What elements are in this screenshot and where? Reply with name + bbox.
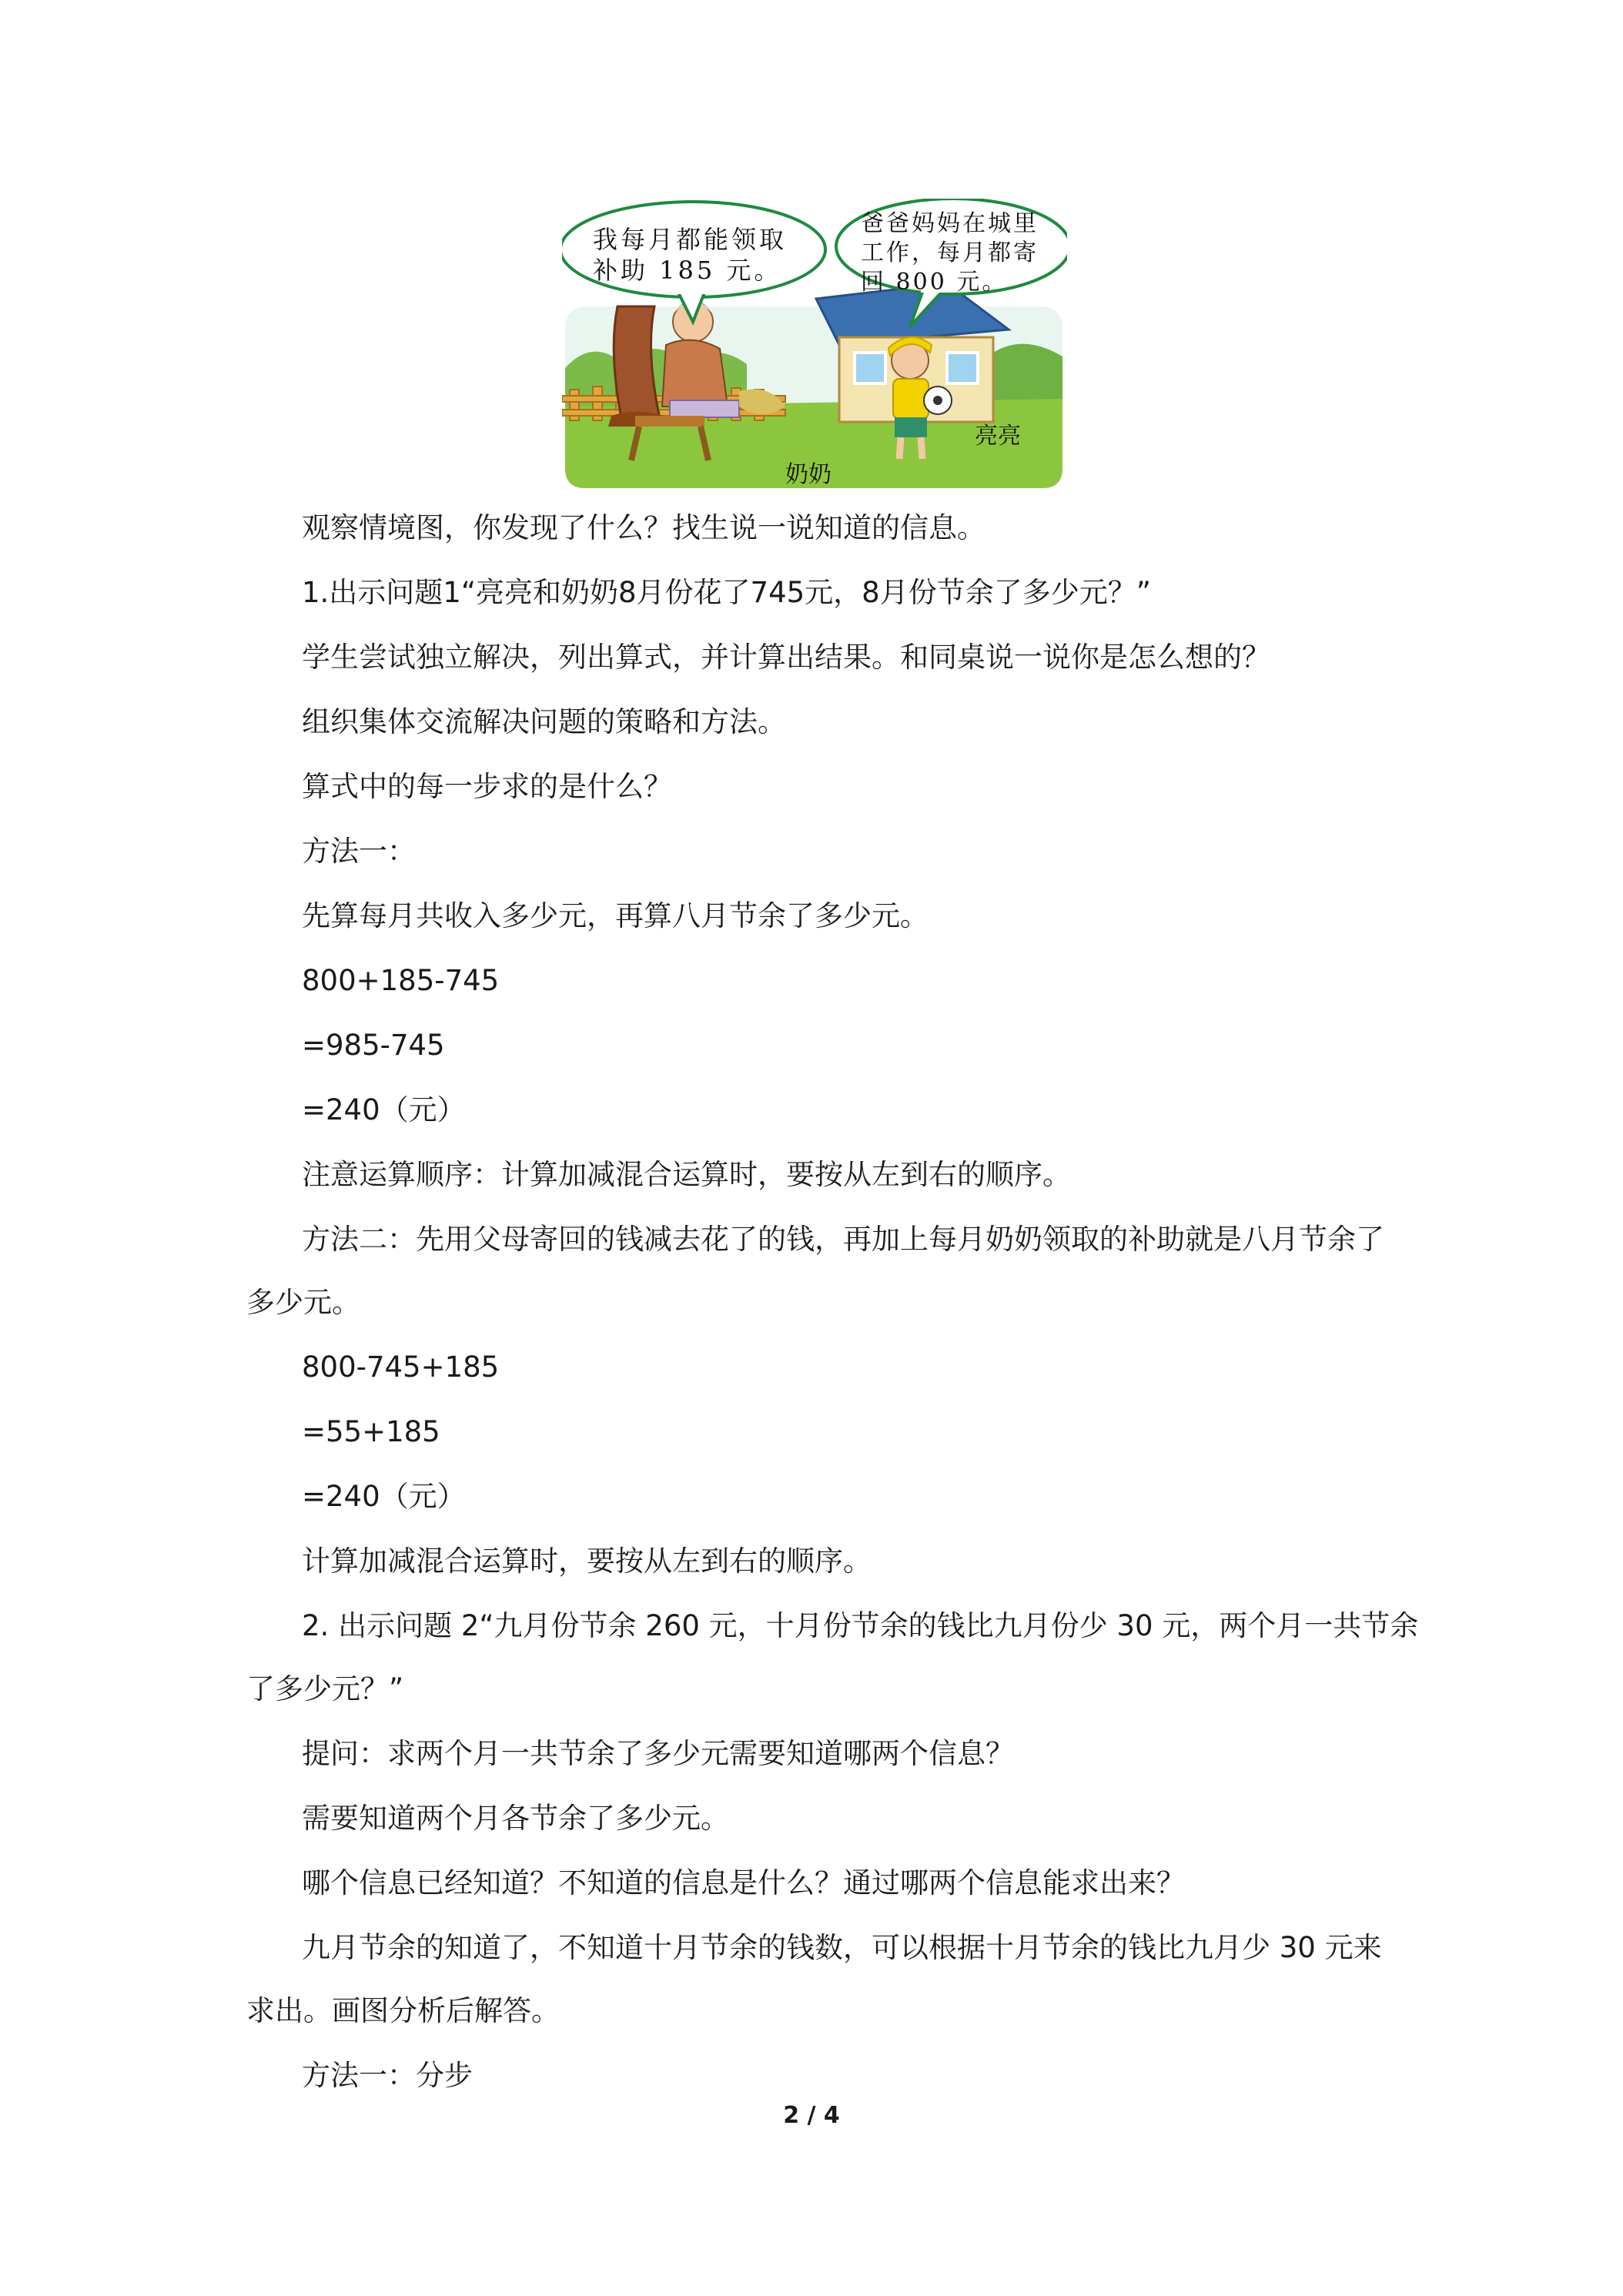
equation-line: =985-745 xyxy=(302,1029,445,1062)
grandma-speech-line-1: 我每月都能领取 xyxy=(593,225,788,254)
text-line: 九月节余的知道了，不知道十月节余的钱数，可以根据十月节余的钱比九月少 30 元来 xyxy=(302,1931,1382,1964)
equation-line: =55+185 xyxy=(302,1415,440,1448)
text-line: 提问：求两个月一共节余了多少元需要知道哪两个信息？ xyxy=(302,1737,1014,1770)
text-line: 计算加减混合运算时，要按从左到右的顺序。 xyxy=(302,1545,872,1578)
text-line: 学生尝试独立解决，列出算式，并计算出结果。和同桌说一说你是怎么想的？ xyxy=(302,641,1270,674)
grandma-speech-line-2: 补助 185 元。 xyxy=(593,256,782,285)
text-line: 哪个信息已经知道？不知道的信息是什么？通过哪两个信息能求出来？ xyxy=(302,1866,1185,1899)
scene-illustration xyxy=(562,199,1067,491)
text-line: 观察情境图，你发现了什么？找生说一说知道的信息。 xyxy=(302,511,986,544)
text-line: 方法二：先用父母寄回的钱减去花了的钱，再加上每月奶奶领取的补助就是八月节余了 xyxy=(302,1223,1384,1256)
equation-line: =240（元） xyxy=(302,1480,466,1513)
boy-speech-line-2: 工作，每月都寄 xyxy=(861,239,1039,266)
text-line: 了多少元？” xyxy=(246,1672,404,1705)
boy-speech-line-3: 回 800 元。 xyxy=(861,269,1008,296)
page-number: 2 / 4 xyxy=(783,2102,840,2129)
text-line: 1.出示问题1“亮亮和奶奶8月份花了745元，8月份节余了多少元？” xyxy=(302,576,1151,609)
text-line: 求出。画图分析后解答。 xyxy=(246,1994,560,2027)
equation-line: 800+185-745 xyxy=(302,964,500,997)
text-line: 方法一： xyxy=(302,835,416,868)
equation-line: 800-745+185 xyxy=(302,1350,500,1384)
boy-speech-line-1: 爸爸妈妈在城里 xyxy=(861,210,1039,237)
text-line: 先算每月共收入多少元，再算八月节余了多少元。 xyxy=(302,899,929,932)
label-grandma: 奶奶 xyxy=(785,461,832,488)
text-line: 组织集体交流解决问题的策略和方法。 xyxy=(302,705,786,738)
text-line: 注意运算顺序：计算加减混合运算时，要按从左到右的顺序。 xyxy=(302,1158,1071,1191)
text-line: 算式中的每一步求的是什么？ xyxy=(302,770,672,803)
text-line: 方法一：分步 xyxy=(302,2059,473,2092)
text-line: 多少元。 xyxy=(246,1286,360,1319)
text-line: 需要知道两个月各节余了多少元。 xyxy=(302,1802,729,1835)
equation-line: =240（元） xyxy=(302,1093,466,1126)
label-boy: 亮亮 xyxy=(975,423,1021,450)
text-line: 2. 出示问题 2“九月份节余 260 元，十月份节余的钱比九月份少 30 元，两个月一共节余 xyxy=(302,1609,1419,1642)
